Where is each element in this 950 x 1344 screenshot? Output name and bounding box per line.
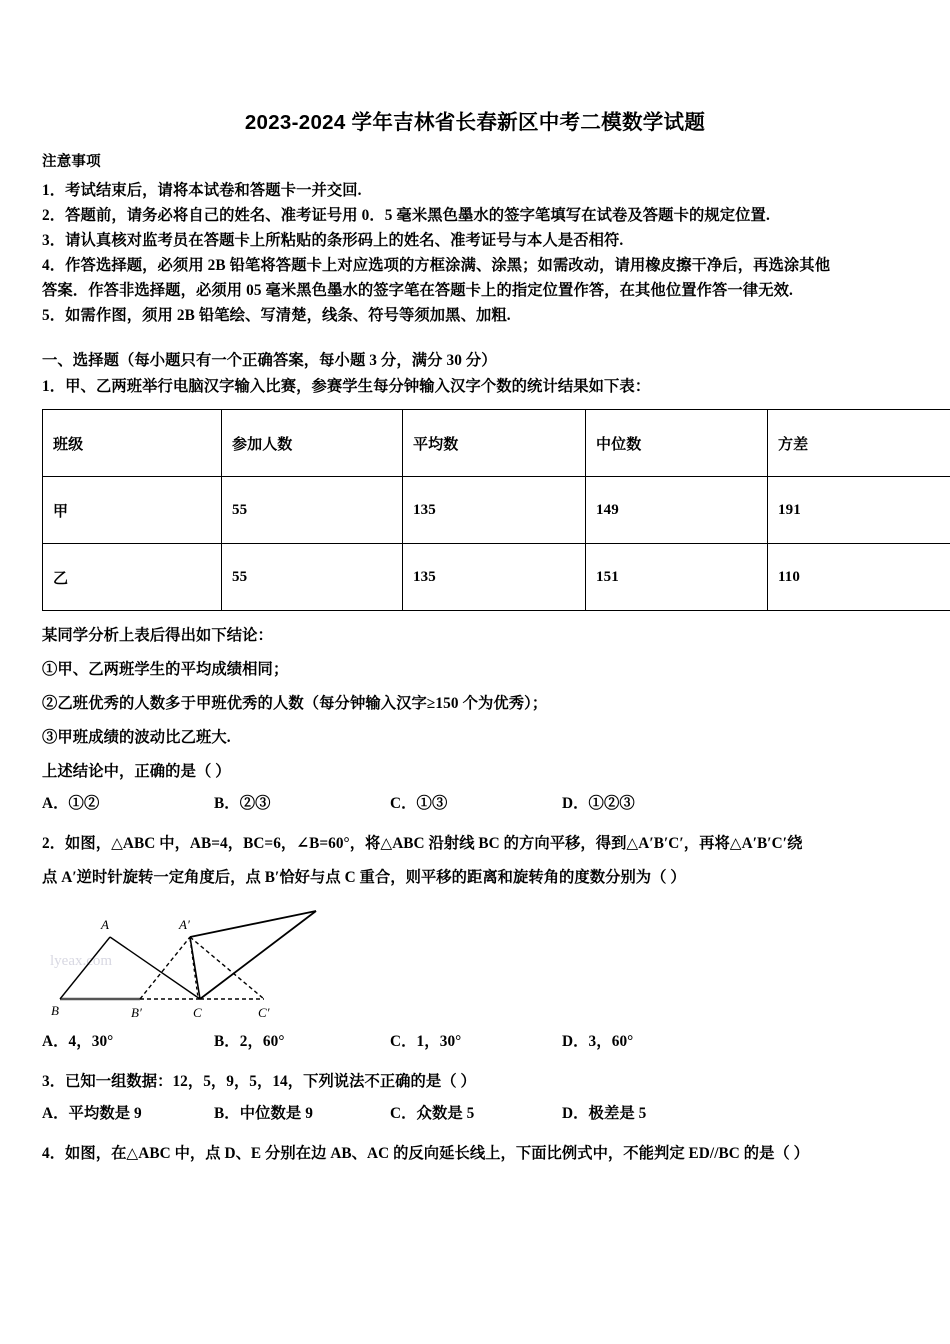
option-d[interactable]: D．①②③ xyxy=(562,795,635,812)
statistics-table xyxy=(42,409,950,611)
question-2-options xyxy=(42,1027,910,1057)
label-c-prime: C′ xyxy=(258,1005,270,1020)
segment-aprime-cprime xyxy=(190,937,264,999)
table-header-cell: 班级 xyxy=(43,410,222,477)
segment-aprime-apex xyxy=(190,911,316,937)
document-body xyxy=(42,150,910,1171)
question-3-stem: 3．已知一组数据：12，5，9，5，14，下列说法不正确的是（ ） xyxy=(42,1073,476,1090)
notice-item: 4．作答选择题，必须用 2B 铅笔将答题卡上对应选项的方框涂满、涂黑；如需改动，请用橡皮擦干净后，再选涂其他 xyxy=(42,257,831,274)
option-a[interactable]: A．①② xyxy=(42,795,100,812)
table-cell: 135 xyxy=(403,544,586,611)
table-header-cell: 参加人数 xyxy=(222,410,403,477)
option-c[interactable]: C．1，30° xyxy=(390,1033,462,1050)
option-b[interactable]: B．2，60° xyxy=(214,1033,285,1050)
question-3-options xyxy=(42,1099,910,1129)
question-2-stem-line-1: 2．如图，△ABC 中，AB=4，BC=6，∠B=60°，将△ABC 沿射线 BC 的方向平移，得到△A′B′C′，再将△A′B′C′绕 xyxy=(42,835,803,852)
question-2-stem-line-2: 点 A′逆时针旋转一定角度后，点 B′恰好与点 C 重合，则平移的距离和旋转角的度数分别为（ ） xyxy=(42,869,686,886)
question-4-stem: 4．如图，在△ABC 中，点 D、E 分别在边 AB、AC 的反向延长线上，下面比例式中，不能判定 ED//BC 的是（ ） xyxy=(42,1145,809,1162)
question-1-conclusion: ②乙班优秀的人数多于甲班优秀的人数（每分钟输入汉字≥150 个为优秀）； xyxy=(42,695,548,712)
table-cell: 149 xyxy=(586,477,768,544)
segment-ac xyxy=(110,937,200,999)
question-1-options xyxy=(42,789,910,819)
label-a-prime: A′ xyxy=(179,917,190,932)
segment-aprime-c-dashed xyxy=(190,939,198,998)
watermark-text: lyeax.com xyxy=(50,953,113,969)
notice-item: 5．如需作图，须用 2B 铅笔绘、写清楚，线条、符号等须加黑、加粗. xyxy=(42,307,511,324)
notice-item: 1．考试结束后，请将本试卷和答题卡一并交回. xyxy=(42,182,362,199)
table-cell: 110 xyxy=(768,544,950,611)
table-cell: 55 xyxy=(222,477,403,544)
option-a[interactable]: A．平均数是 9 xyxy=(42,1105,142,1122)
table-header-cell: 中位数 xyxy=(586,410,768,477)
option-d[interactable]: D．极差是 5 xyxy=(562,1105,647,1122)
notice-heading: 注意事项 xyxy=(42,154,101,170)
table-cell: 乙 xyxy=(43,544,222,611)
notice-item: 3．请认真核对监考员在答题卡上所粘贴的条形码上的姓名、准考证号与本人是否相符. xyxy=(42,232,624,249)
question-1-ask: 上述结论中，正确的是（ ） xyxy=(42,763,231,780)
question-1-stem: 1．甲、乙两班举行电脑汉字输入比赛，参赛学生每分钟输入汉字个数的统计结果如下表： xyxy=(42,378,651,395)
table-cell: 55 xyxy=(222,544,403,611)
option-a[interactable]: A．4，30° xyxy=(42,1033,114,1050)
table-row xyxy=(43,544,950,611)
label-b-prime: B′ xyxy=(131,1005,142,1020)
table-cell: 135 xyxy=(403,477,586,544)
segment-apex-c xyxy=(200,911,316,999)
option-c[interactable]: C．众数是 5 xyxy=(390,1105,475,1122)
question-1-conclusion: ①甲、乙两班学生的平均成绩相同； xyxy=(42,661,289,678)
question-1-lead: 某同学分析上表后得出如下结论： xyxy=(42,627,273,644)
table-cell: 151 xyxy=(586,544,768,611)
segment-bprime-aprime xyxy=(140,937,190,999)
notice-item: 2．答题前，请务必将自己的姓名、准考证号用 0．5 毫米黑色墨水的签字笔填写在试卷及答题卡的规定位置. xyxy=(42,207,770,224)
table-header-cell: 平均数 xyxy=(403,410,586,477)
translation-rotation-diagram xyxy=(48,899,368,1027)
table-header-cell: 方差 xyxy=(768,410,950,477)
section-heading-choice: 一、选择题（每小题只有一个正确答案，每小题 3 分，满分 30 分） xyxy=(42,352,497,369)
label-a: A xyxy=(101,917,109,932)
question-1-conclusion: ③甲班成绩的波动比乙班大. xyxy=(42,729,231,746)
label-b: B xyxy=(51,1003,59,1018)
label-c: C xyxy=(193,1005,202,1020)
option-b[interactable]: B．中位数是 9 xyxy=(214,1105,313,1122)
option-c[interactable]: C．①③ xyxy=(390,795,448,812)
question-2-figure xyxy=(42,899,910,1027)
table-row xyxy=(43,477,950,544)
notice-item: 答案．作答非选择题，必须用 05 毫米黑色墨水的签字笔在答题卡上的指定位置作答，在其他位置作答一律无效. xyxy=(42,282,793,299)
table-cell: 甲 xyxy=(43,477,222,544)
table-cell: 191 xyxy=(768,477,950,544)
table-header-row xyxy=(43,410,950,477)
page-title: 2023-2024 学年吉林省长春新区中考二模数学试题 xyxy=(244,111,706,134)
option-b[interactable]: B．②③ xyxy=(214,795,271,812)
option-d[interactable]: D．3，60° xyxy=(562,1033,634,1050)
